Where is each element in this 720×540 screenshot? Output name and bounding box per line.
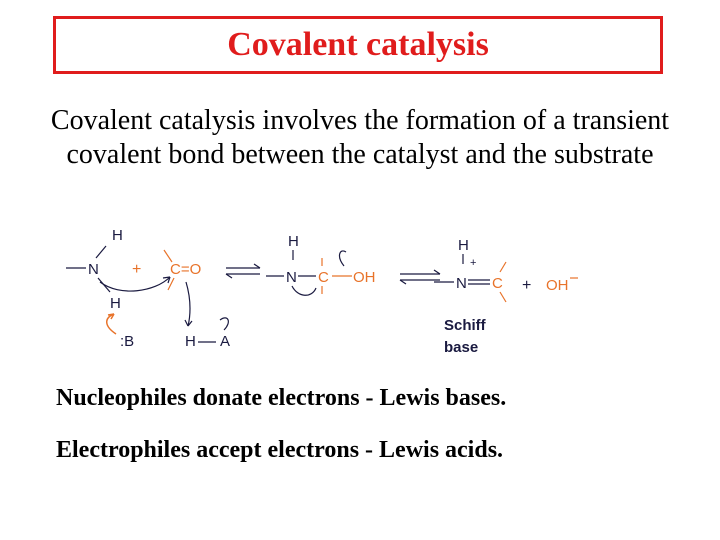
schiff-base-label: Schiff	[444, 317, 486, 334]
title-box	[53, 16, 663, 74]
schiff-carbon: C	[492, 275, 503, 292]
reaction-scheme	[60, 222, 600, 362]
nucleophile-fact: Nucleophiles donate electrons - Lewis bases.	[56, 385, 507, 411]
positive-charge: +	[470, 257, 477, 269]
plus-sign-2: +	[522, 277, 532, 294]
facts-list	[56, 384, 696, 488]
intermediate-hydrogen: H	[288, 233, 299, 250]
amine-hydrogen-bottom: H	[110, 295, 121, 312]
schiff-base-label-2: base	[444, 339, 479, 356]
intermediate-carbon: C	[318, 269, 329, 286]
acid-hydrogen: H	[185, 333, 196, 350]
carbonyl-group: C=O	[170, 261, 202, 278]
slide-title: Covalent catalysis	[227, 26, 489, 63]
intro-text: Covalent catalysis involves the formation of a transient covalent bond between the catalyst and the substrate	[50, 105, 670, 170]
amine-hydrogen-top: H	[112, 227, 123, 244]
amine-nitrogen: N	[88, 261, 99, 278]
schiff-nitrogen: N	[456, 275, 467, 292]
hydroxide-ion: OH	[546, 277, 569, 294]
base-label: :B	[120, 333, 135, 350]
intermediate-nitrogen: N	[286, 269, 297, 286]
intermediate-hydroxyl: OH	[353, 269, 376, 286]
plus-sign-1: +	[132, 261, 142, 278]
acid-conjugate: A	[220, 333, 231, 350]
schiff-hydrogen: H	[458, 237, 469, 254]
electrophile-fact: Electrophiles accept electrons - Lewis acids.	[56, 437, 504, 463]
